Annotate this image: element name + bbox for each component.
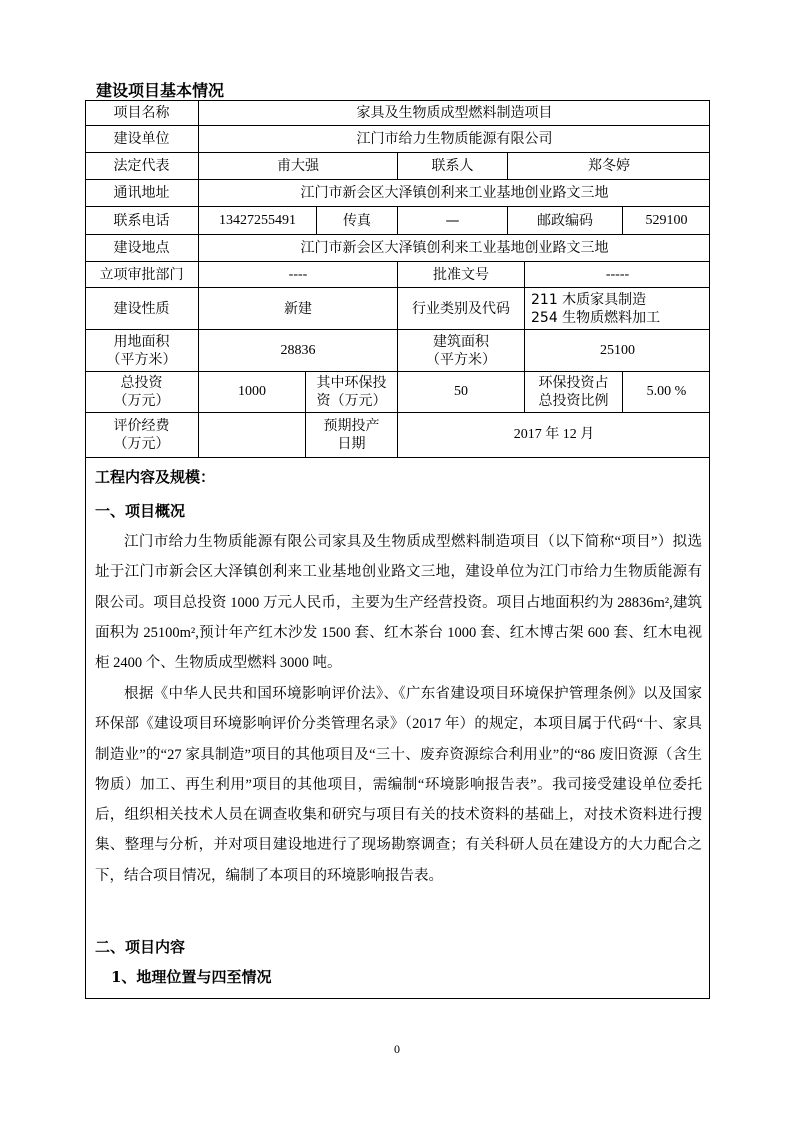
env-invest-label: 其中环保投 资（万元） — [306, 372, 398, 413]
builder-value: 江门市给力生物质能源有限公司 — [199, 126, 710, 153]
approval-dept-label: 立项审批部门 — [85, 262, 199, 288]
heading-overview: 一、项目概况 — [95, 502, 186, 520]
legal-rep-label: 法定代表 — [85, 153, 199, 180]
build-area-value: 25100 — [525, 330, 710, 372]
fax-value: — — [398, 207, 508, 235]
document-title: 建设项目基本情况 — [96, 81, 225, 100]
approval-dept-value: ---- — [199, 262, 398, 288]
eval-fee-label: 评价经费 （万元） — [85, 413, 199, 458]
paragraph-basis: 根据《中华人民共和国环境影响评价法》、《广东省建设项目环境保护管理条例》以及国家环保部《建设项目环境影响评价分类管理名录》（2017 年）的规定，本项目属于代码“十、家具制造业”的“27 家具制造”项目的其他项目及“三十、废弃资源综合利用业”的“86 废旧资源（含生物质）加工、再生利用”项目的其他项目，需编制“环境影响报告表”。我司接受建设单位委托后，组织相关技术人员在调查收集和研究与项目有关的技术资料的基础上，对技术资料进行搜集、整理与分析，并对项目建设地进行了现场勘察调查；有关科研人员在建设方的大力配合之下，结合项目情况，编制了本项目的环境影响报告表。 — [95, 686, 702, 884]
env-invest-value: 50 — [398, 372, 525, 413]
industry-label: 行业类别及代码 — [398, 288, 525, 330]
postcode-label: 邮政编码 — [508, 207, 623, 235]
phone-value: 13427255491 — [199, 207, 317, 235]
phone-label: 联系电话 — [85, 207, 199, 235]
approval-no-label: 批准文号 — [398, 262, 525, 288]
project-name-value: 家具及生物质成型燃料制造项目 — [199, 100, 710, 126]
site-label: 建设地点 — [85, 235, 199, 262]
legal-rep-value: 甫大强 — [199, 153, 398, 180]
build-area-label: 建筑面积 （平方米） — [398, 330, 525, 372]
eval-fee-value — [199, 413, 306, 458]
production-date-label: 预期投产 日期 — [306, 413, 398, 458]
address-value: 江门市新会区大泽镇创利来工业基地创业路文三地 — [199, 180, 710, 207]
industry-value: 211 木质家具制造 254 生物质燃料加工 — [525, 288, 710, 330]
address-label: 通讯地址 — [85, 180, 199, 207]
total-invest-value: 1000 — [199, 372, 306, 413]
heading-content: 二、项目内容 — [95, 938, 186, 956]
builder-label: 建设单位 — [85, 126, 199, 153]
approval-no-value: ----- — [525, 262, 710, 288]
nature-value: 新建 — [199, 288, 398, 330]
heading-location: 1、地理位置与四至情况 — [111, 968, 272, 986]
production-date-value: 2017 年 12 月 — [398, 413, 710, 458]
section-heading: 工程内容及规模： — [95, 468, 216, 486]
env-ratio-value: 5.00 % — [623, 372, 710, 413]
site-value: 江门市新会区大泽镇创利来工业基地创业路文三地 — [199, 235, 710, 262]
basic-info-table — [85, 100, 710, 458]
paragraph-overview: 江门市给力生物质能源有限公司家具及生物质成型燃料制造项目（以下简称“项目”）拟选址于江门市新会区大泽镇创利来工业基地创业路文三地，建设单位为江门市给力生物质能源有限公司。项目总投资 1000 万元人民币，主要为生产经营投资。项目占地面积约为 28836m²,建筑面积为 25100m²,预计年产红木沙发 1500 套、红木茶台 1000 套、红木博古架 600 套、红木电视柜 2400 个、生物质成型燃料 3000 吨。 — [95, 534, 702, 672]
project-name-label: 项目名称 — [85, 100, 199, 126]
fax-label: 传真 — [317, 207, 398, 235]
land-area-label: 用地面积 （平方米） — [85, 330, 199, 372]
contact-value: 郑冬婷 — [508, 153, 710, 180]
nature-label: 建设性质 — [85, 288, 199, 330]
postcode-value: 529100 — [623, 207, 710, 235]
page-number: 0 — [394, 1042, 400, 1056]
contact-label: 联系人 — [398, 153, 508, 180]
total-invest-label: 总投资 （万元） — [85, 372, 199, 413]
env-ratio-label: 环保投资占 总投资比例 — [525, 372, 623, 413]
land-area-value: 28836 — [199, 330, 398, 372]
